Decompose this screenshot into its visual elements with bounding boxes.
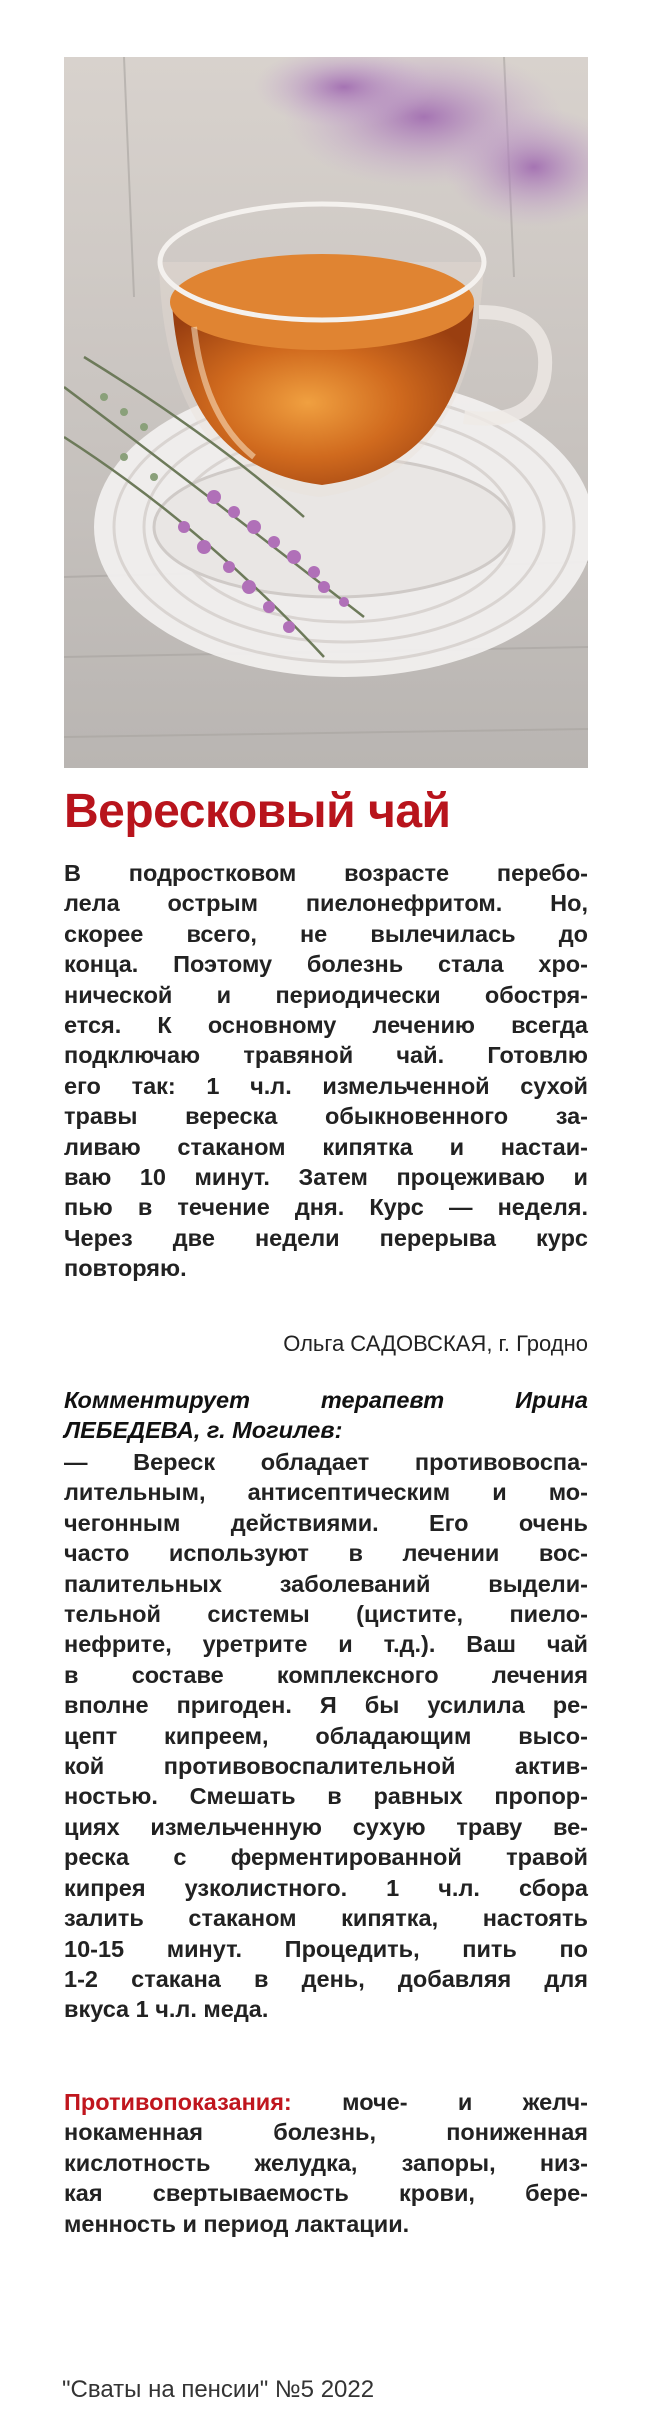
story-line: травы вереска обыкновенного за- [64, 1103, 588, 1130]
story-line: лела острым пиелонефритом. Но, [64, 890, 588, 917]
comment-line: цепт кипреем, обладающим высо- [64, 1722, 588, 1749]
comment-line: палительных заболеваний выдели- [64, 1570, 588, 1597]
article-title: Вересковый чай [64, 785, 451, 838]
story-line: скорее всего, не вылечилась до [64, 920, 588, 947]
comment-line: лительным, антисептическим и мо- [64, 1479, 588, 1506]
tea-photo [64, 57, 588, 768]
contra-line: нокаменная болезнь, пониженная [64, 2119, 588, 2146]
story-line: Через две недели перерыва курс [64, 1224, 588, 1251]
story-line: повторяю. [64, 1255, 187, 1282]
story-line: конца. Поэтому болезнь стала хро- [64, 951, 588, 978]
comment-line: тельной системы (цистите, пиело- [64, 1601, 588, 1628]
comment-line: залить стаканом кипятка, настоять [64, 1905, 588, 1932]
comment-line: ностью. Смешать в равных пропор- [64, 1783, 588, 1810]
contra-line: кая свертываемость крови, бере- [64, 2180, 588, 2207]
story-line: пью в течение дня. Курс — неделя. [64, 1194, 588, 1221]
comment-line: реска с ферментированной травой [64, 1844, 588, 1871]
comment-line: — Вереск обладает противовоспа- [64, 1449, 588, 1475]
comment-line: часто используют в лечении вос- [64, 1540, 588, 1567]
story-line: ется. К основному лечению всегда [64, 1012, 588, 1039]
comment-line: кипрея узколистного. 1 ч.л. сбора [64, 1874, 588, 1901]
contraindications-label: Противопоказания: [64, 2089, 292, 2115]
comment-line: 10-15 минут. Процедить, пить по [64, 1935, 588, 1962]
contra-line: менность и период лактации. [64, 2210, 410, 2237]
comment-line: кой противовоспалительной актив- [64, 1753, 588, 1780]
story-author: Ольга САДОВСКАЯ, г. Гродно [283, 1331, 588, 1356]
story-line: В подростковом возрасте перебо- [64, 860, 588, 886]
contra-line: кислотность желудка, запоры, низ- [64, 2149, 588, 2176]
comment-line: вкуса 1 ч.л. меда. [64, 1996, 269, 2023]
comment-line: чегонным действиями. Его очень [64, 1509, 588, 1536]
commenter-line: ЛЕБЕДЕВА, г. Могилев: [64, 1417, 343, 1444]
story-line: ливаю стаканом кипятка и настаи- [64, 1133, 588, 1160]
story-line: ваю 10 минут. Затем процеживаю и [64, 1164, 588, 1191]
story-text [64, 858, 588, 1284]
contra-first-rest: моче- и желч- [291, 2089, 588, 2115]
contraindications-text [64, 2087, 588, 2239]
contra-first-line [64, 2087, 588, 2117]
story-line: нической и периодически обостря- [64, 981, 588, 1008]
comment-line: циях измельченную сухую траву ве- [64, 1813, 588, 1840]
commenter-line: Комментирует терапевт Ирина [64, 1387, 588, 1413]
publication-source: "Сваты на пенсии" №5 2022 [62, 2376, 375, 2403]
commenter-heading [64, 1385, 588, 1446]
comment-line: вполне пригоден. Я бы усилила ре- [64, 1692, 588, 1719]
story-line: его так: 1 ч.л. измельченной сухой [64, 1072, 588, 1099]
comment-line: в составе комплексного лечения [64, 1661, 588, 1688]
comment-text [64, 1447, 588, 2025]
story-line: подключаю травяной чай. Готовлю [64, 1042, 588, 1069]
comment-line: 1-2 стакана в день, добавляя для [64, 1965, 588, 1992]
heather-tea-illustration [64, 57, 588, 768]
comment-line: нефрите, уретрите и т.д.). Ваш чай [64, 1631, 588, 1658]
